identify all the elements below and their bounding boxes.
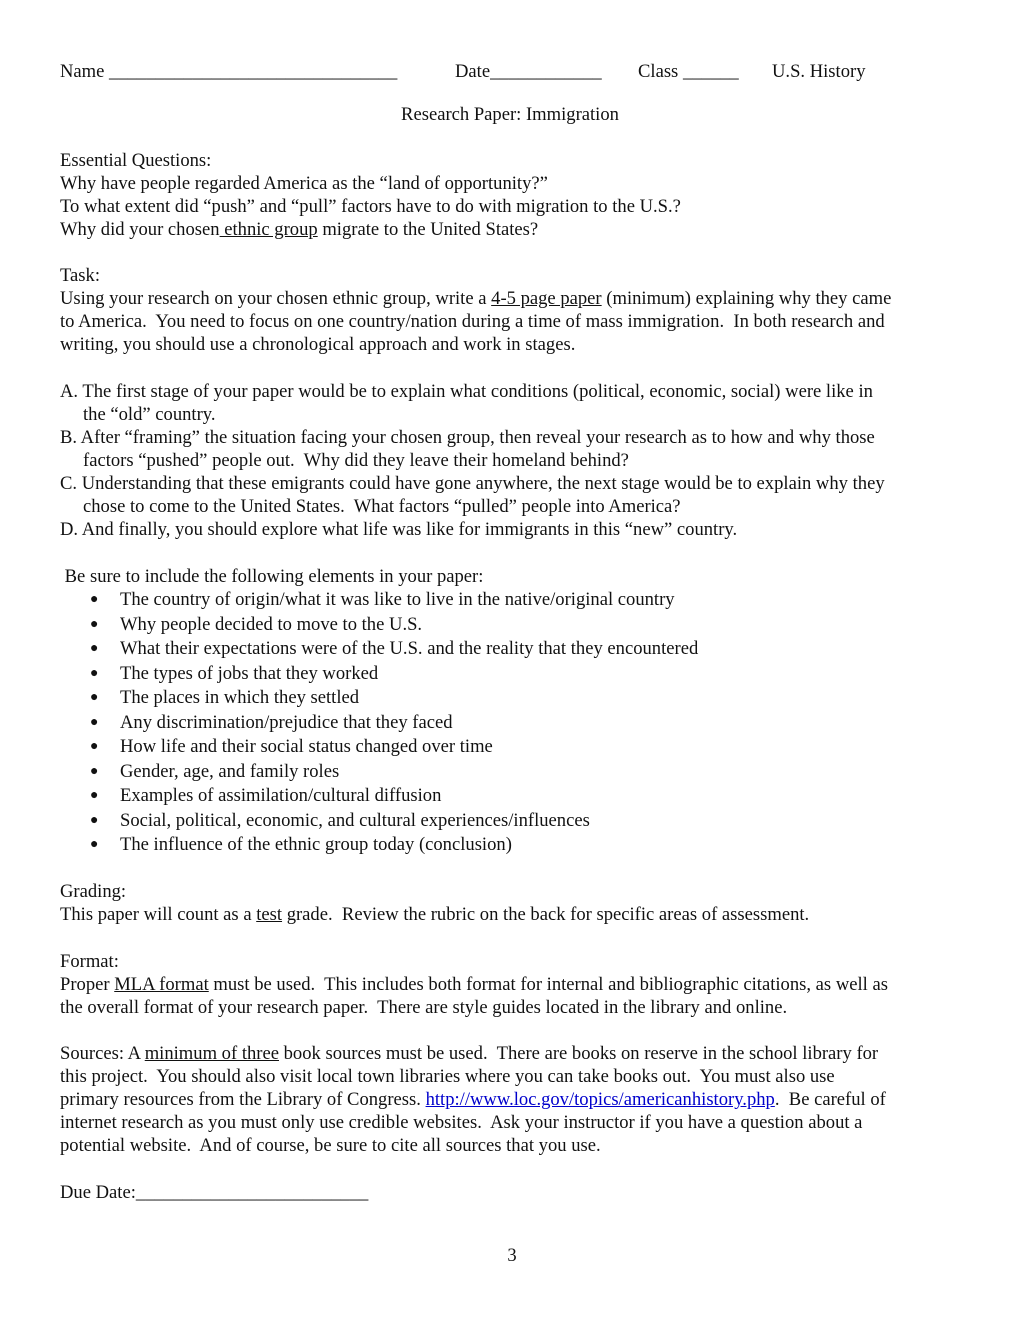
course-label: U.S. History [772, 61, 866, 82]
grading-heading: Grading: [60, 881, 127, 902]
grading-text: This paper will count as a test grade. Review the rubric on the back for specific areas of assessment. [60, 904, 810, 925]
list-item: ● Gender, age, and family roles [60, 760, 960, 785]
task-section [60, 264, 960, 356]
sources-line-2: this project. You should also visit local town libraries where you can take books out. You must also use [60, 1066, 835, 1087]
list-item: ● The places in which they settled [60, 686, 960, 711]
bullet-icon: ● [90, 665, 99, 681]
list-item: ● The types of jobs that they worked [60, 662, 960, 687]
list-item: ● The influence of the ethnic group today (conclusion) [60, 833, 960, 858]
page-number: 3 [507, 1245, 517, 1266]
list-item: ● Why people decided to move to the U.S. [60, 613, 960, 638]
sources-line-3: primary resources from the Library of Congress. http://www.loc.gov/topics/americanhistory.php. Be careful of [60, 1089, 886, 1110]
bullet-icon: ● [90, 690, 99, 705]
list-item: ● Social, political, economic, and cultural experiences/influences [60, 809, 960, 834]
date-field: Date____________ [455, 61, 602, 82]
list-item: ● What their expectations were of the U.S. and the reality that they encountered [60, 637, 960, 662]
name-field: Name _______________________________ [60, 61, 398, 82]
question-1: Why have people regarded America as the “land of opportunity?” [60, 173, 548, 194]
format-line-2: the overall format of your research paper. There are style guides located in the library and online. [60, 997, 788, 1018]
due-date-field: Due Date:_________________________ [60, 1182, 369, 1203]
sources-section [60, 1042, 960, 1157]
stage-b: B. After “framing” the situation facing your chosen group, then reveal your research as to how and why those factors “pushed” people out. Why did they leave their homeland behind? [60, 427, 875, 471]
sources-line-1: Sources: A minimum of three book sources must be used. There are books on reserve in the school library for [60, 1043, 879, 1064]
question-3: Why did your chosen ethnic group migrate to the United States? [60, 219, 539, 240]
stage-d: D. And finally, you should explore what life was like for immigrants in this “new” country. [60, 519, 738, 540]
list-item: ● The country of origin/what it was like to live in the native/original country [60, 588, 960, 613]
task-line-1: Using your research on your chosen ethnic group, write a 4-5 page paper (minimum) explaining why they came [60, 288, 892, 309]
elements-intro: Be sure to include the following elements in your paper: [60, 566, 484, 587]
stage-c: C. Understanding that these emigrants could have gone anywhere, the next stage would be to explain why they chose to come to the United States. What factors “pulled” people into America? [60, 473, 885, 517]
task-line-2: to America. You need to focus on one country/nation during a time of mass immigration. In both research and [60, 311, 885, 332]
question-2: To what extent did “push” and “pull” factors have to do with migration to the U.S.? [60, 196, 681, 217]
bullet-icon: ● [90, 641, 99, 656]
bullet-icon: ● [90, 616, 99, 632]
elements-section [60, 565, 960, 858]
task-line-3: writing, you should use a chronological approach and work in stages. [60, 334, 576, 355]
header-fields [60, 60, 960, 84]
format-line-1: Proper MLA format must be used. This includes both format for internal and bibliographic citations, as well as [60, 974, 888, 995]
grading-section [60, 880, 960, 926]
page-title: Research Paper: Immigration [401, 104, 619, 125]
sources-line-5: potential website. And of course, be sure to cite all sources that you use. [60, 1135, 601, 1156]
elements-list [60, 588, 960, 858]
bullet-icon: ● [90, 714, 99, 730]
stages-list [60, 380, 960, 541]
essential-questions [60, 149, 960, 241]
bullet-icon: ● [90, 837, 99, 852]
class-field: Class ______ [638, 61, 739, 82]
essential-questions-heading: Essential Questions: [60, 150, 212, 171]
list-item: ● Any discrimination/prejudice that they faced [60, 711, 960, 736]
bullet-icon: ● [90, 592, 99, 607]
sources-line-4: internet research as you must only use credible websites. Ask your instructor if you have a question about a [60, 1112, 863, 1133]
loc-link[interactable]: http://www.loc.gov/topics/americanhistory.php [425, 1089, 775, 1110]
list-item: ● How life and their social status changed over time [60, 735, 960, 760]
bullet-icon: ● [90, 812, 99, 828]
bullet-icon: ● [90, 763, 99, 779]
task-heading: Task: [60, 265, 101, 286]
bullet-icon: ● [90, 788, 99, 803]
list-item: ● Examples of assimilation/cultural diffusion [60, 784, 960, 809]
bullet-icon: ● [90, 739, 99, 754]
format-section [60, 950, 960, 1019]
format-heading: Format: [60, 951, 119, 972]
stage-a: A. The first stage of your paper would be to explain what conditions (political, economic, social) were like in the “old” country. [60, 381, 873, 425]
